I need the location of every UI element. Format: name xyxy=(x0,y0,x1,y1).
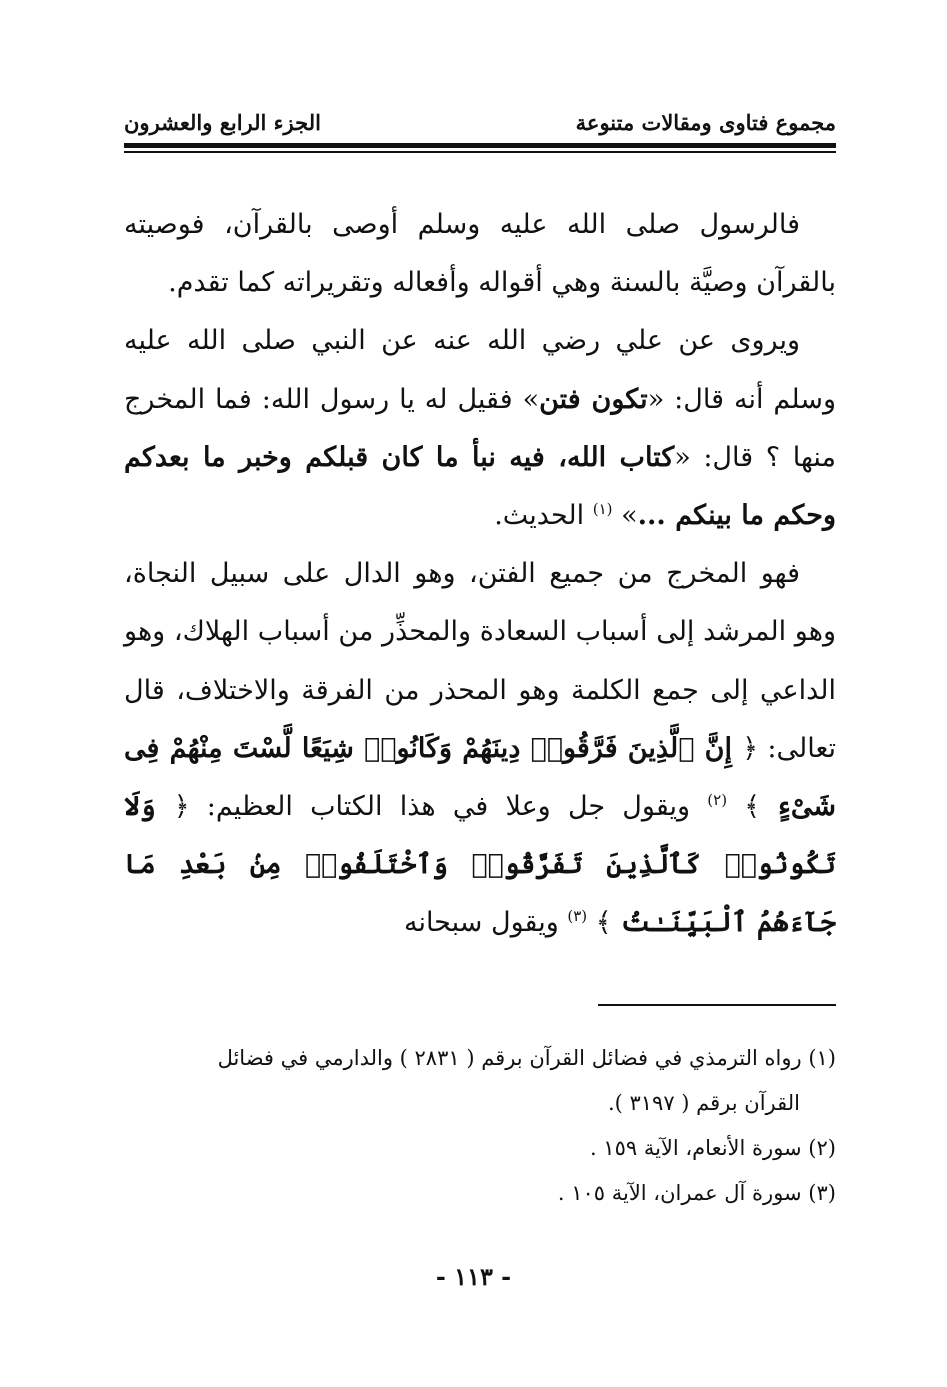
footnote-1: (١) رواه الترمذي في فضائل القرآن برقم ( ٢٨٣١ ) والدارمي في فضائل xyxy=(217,1046,836,1070)
book-title: مجموع فتاوى ومقالات متنوعة xyxy=(575,110,836,135)
footnote-1-continued: القرآن برقم ( ٣١٩٧ ). xyxy=(607,1091,800,1115)
footnote-separator xyxy=(598,1004,836,1006)
paragraph-3 xyxy=(124,545,836,952)
footnote-ref-1: (١) xyxy=(592,500,613,519)
header-rule-thick xyxy=(124,143,836,148)
page-number: - ١١٣ - xyxy=(435,1262,512,1291)
p2-mid: » فقيل له يا رسول الله: فما المخرج منها ؟ قال: « xyxy=(124,383,836,473)
verse-close-bracket-2: ﴾ xyxy=(595,907,612,939)
running-header xyxy=(124,110,836,142)
quran-verse-1: إِنَّ ٱلَّذِينَ فَرَّقُوا۟ دِينَهُمْ وَكَانُوا۟ شِيَعًا لَّسْتَ مِنْهُمْ فِى شَىْءٍ xyxy=(124,732,836,823)
volume-label: الجزء الرابع والعشرون xyxy=(124,110,321,135)
p3-end: ويقول سبحانه xyxy=(403,907,568,939)
paragraph-1: فالرسول صلى الله عليه وسلم أوصى بالقرآن، فوصيته بالقرآن وصيَّة بالسنة وهي أقواله وأفعاله وتقريراته كما تقدم. xyxy=(124,209,836,299)
footnote-ref-2: (٢) xyxy=(707,791,728,810)
footnote-2: (٢) سورة الأنعام، الآية ١٥٩ . xyxy=(589,1136,836,1160)
footnote-3: (٣) سورة آل عمران، الآية ١٠٥ . xyxy=(557,1181,836,1205)
p3-lead: فهو المخرج من جميع الفتن، وهو الدال على سبيل النجاة، وهو المرشد إلى أسباب السعادة والمحذِّر من أسباب الهلاك، وهو الداعي إلى جمع الكلمة وهو المحذر من الفرقة والاختلاف، قال تعالى: xyxy=(124,558,836,764)
verse-open-bracket-2: ﴿ xyxy=(173,791,190,823)
footnotes xyxy=(124,1036,836,1216)
quran-verse-2: وَلَا تَكُونُوا۟ كَٱلَّذِينَ تَفَرَّقُوا۟ وَٱخْتَلَفُوا۟ مِنۢ بَعْدِ مَا جَآءَهُمُ ٱلْبَيِّنَـٰتُ xyxy=(124,791,836,939)
hadith-quote-1: تكون فتن xyxy=(539,383,648,415)
p3-mid: ويقول جل وعلا في هذا الكتاب العظيم: xyxy=(189,791,708,823)
footnote-ref-3: (٣) xyxy=(567,907,588,926)
verse-close-bracket: ﴾ xyxy=(744,791,761,823)
hadith-quote-2: كتاب الله، فيه نبأ ما كان قبلكم وخبر ما بعدكم وحكم ما بينكم ... xyxy=(124,441,836,532)
header-rule-thin xyxy=(124,151,836,153)
p2-lead: ويروى عن علي رضي الله عنه عن النبي صلى الله عليه وسلم أنه قال: « xyxy=(124,325,836,415)
main-text xyxy=(124,196,836,953)
paragraph-2 xyxy=(124,312,836,545)
verse-open-bracket: ﴿ xyxy=(742,732,759,764)
p2-end: الحديث. xyxy=(494,500,593,532)
p2-close-quote: » xyxy=(612,500,638,532)
